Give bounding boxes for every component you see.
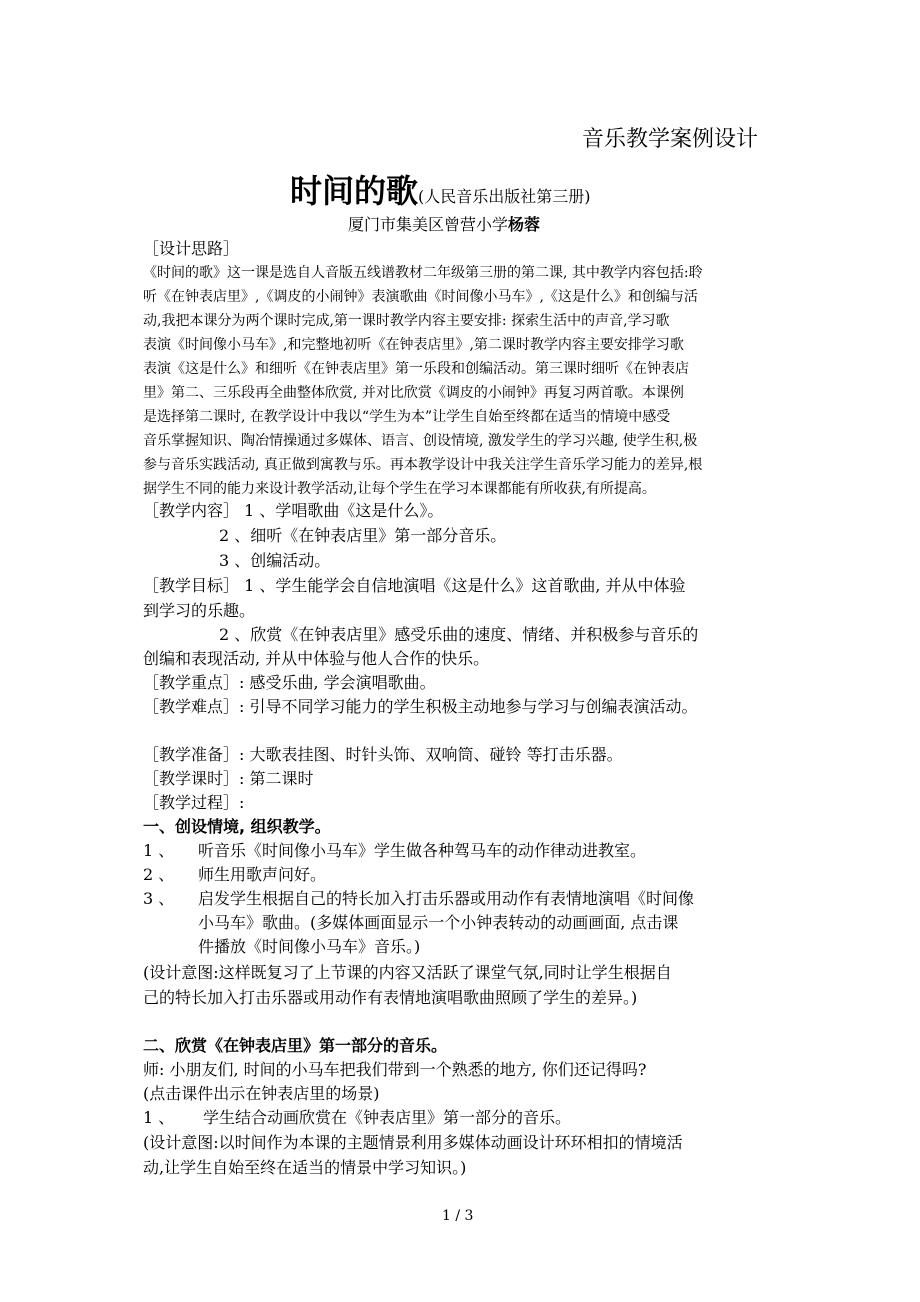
section-1-step-2-text: 师生用歌声问好。	[198, 865, 327, 884]
section-1-step-1-num: 1 、	[143, 841, 175, 860]
design-line: 是选择第二课时, 在教学设计中我以“学生为本”让学生自始至终都在适当的情境中感受	[143, 409, 671, 425]
goal-2-line-2: 创编和表现活动, 并从中体验与他人合作的快乐。	[143, 649, 490, 668]
author-line	[348, 212, 540, 235]
goals-label: ［教学目标］	[143, 576, 240, 595]
process-row	[143, 790, 244, 813]
hours-row	[143, 766, 314, 789]
design-line: 音乐掌握知识、陶冶情操通过多媒体、语言、创设情境, 激发学生的学习兴趣, 使学生积,极	[143, 433, 698, 449]
design-line: 动,我把本课分为两个课时完成,第一课时教学内容主要安排: 探索生活中的声音,学习歌	[143, 313, 670, 329]
content-item-1: 1 、学唱歌曲《这是什么》。	[244, 501, 444, 520]
section-2-step-1-num: 1 、	[143, 1108, 175, 1127]
section-1-step-3-num: 3 、	[143, 889, 175, 908]
design-label: ［设计思路］	[143, 239, 240, 258]
prep-row	[143, 742, 623, 765]
content-item-3: 3 、创编活动。	[219, 551, 331, 570]
design-line: 《时间的歌》这一课是选自人音版五线谱教材二年级第三册的第二课, 其中教学内容包括:聆	[143, 265, 703, 281]
content-item-2: 2 、细听《在钟表店里》第一部分音乐。	[219, 526, 507, 545]
design-line: 里》第二、三乐段再全曲整体欣赏, 并对比欣赏《调皮的小闹钟》再复习两首歌。本课例	[143, 385, 684, 401]
key-point-label: ［教学重点］	[143, 673, 240, 692]
design-line: 据学生不同的能力来设计教学活动,让每个学生在学习本课都能有所收获,有所提高。	[143, 481, 656, 497]
author-name: 杨蓉	[508, 215, 541, 234]
design-line: 表演《时间像小马车》,和完整地初听《在钟表店里》,第二课时教学内容主要安排学习歌	[143, 337, 684, 353]
header-title: 音乐教学案例设计	[582, 127, 759, 152]
section-1-step-1-text: 听音乐《时间像小马车》学生做各种驾马车的动作律动进教室。	[198, 841, 647, 860]
difficulty-text: : 引导不同学习能力的学生积极主动地参与学习与创编表演活动。	[239, 697, 698, 716]
section-1-step-3-line-3: 件播放《时间像小马车》音乐。)	[198, 937, 421, 956]
section-2-teacher-line: 师: 小朋友们, 时间的小马车把我们带到一个熟悉的地方, 你们还记得吗?	[143, 1060, 647, 1079]
design-line: 表演《这是什么》和细听《在钟表店里》第一乐段和创编活动。第三课时细听《在钟表店	[143, 361, 689, 377]
difficulty-row	[143, 694, 698, 717]
content-label: ［教学内容］	[143, 501, 240, 520]
key-point-text: : 感受乐曲, 学会演唱歌曲。	[239, 673, 436, 692]
page-number: 1 / 3	[442, 1208, 474, 1224]
section-1-step-3-line-1: 启发学生根据自己的特长加入打击乐器或用动作有表情地演唱《时间像	[198, 889, 695, 908]
section-1-step-2-num: 2 、	[143, 865, 175, 884]
section-2-click-line: (点击课件出示在钟表店里的场景)	[143, 1084, 380, 1103]
hours-text: : 第二课时	[239, 769, 314, 788]
process-colon: :	[239, 793, 245, 812]
process-label: ［教学过程］	[143, 793, 240, 812]
goals-row-1	[143, 573, 686, 596]
title-block	[290, 166, 591, 212]
content-row-1	[143, 498, 443, 521]
hours-label: ［教学课时］	[143, 769, 240, 788]
author-school: 厦门市集美区曾营小学	[348, 215, 509, 234]
main-title: 时间的歌	[290, 172, 419, 210]
goal-1-line-2: 到学习的乐趣。	[143, 601, 256, 620]
section-1-step-3-line-2: 小马车》歌曲。(多媒体画面显示一个小钟表转动的动画画面, 点击课	[198, 913, 679, 932]
goal-1-line-1: 1 、学生能学会自信地演唱《这是什么》这首歌曲, 并从中体验	[244, 576, 686, 595]
section-2-step-1-text: 学生结合动画欣赏在《钟表店里》第一部分的音乐。	[203, 1108, 572, 1127]
goal-2-line-1: 2 、欣赏《在钟表店里》感受乐曲的速度、情绪、并积极参与音乐的	[219, 625, 699, 644]
section-2-intent-line-1: (设计意图:以时间作为本课的主题情景利用多媒体动画设计环环相扣的情境活	[143, 1133, 683, 1152]
difficulty-label: ［教学难点］	[143, 697, 240, 716]
prep-text: : 大歌表挂图、时针头饰、双响筒、碰铃 等打击乐器。	[239, 745, 623, 764]
section-1-intent-line-2: 己的特长加入打击乐器或用动作有表情地演唱歌曲照顾了学生的差异。)	[143, 988, 638, 1007]
section-1-intent-line-1: (设计意图:这样既复习了上节课的内容又活跃了课堂气氛,同时让学生根据自	[143, 963, 672, 982]
prep-label: ［教学准备］	[143, 745, 240, 764]
section-2-heading: 二、欣赏《在钟表店里》第一部分的音乐。	[143, 1036, 448, 1055]
subtitle: (人民音乐出版社第三册)	[418, 187, 591, 206]
design-line: 参与音乐实践活动, 真正做到寓教与乐。再本教学设计中我关注学生音乐学习能力的差异,根	[143, 457, 703, 473]
key-point-row	[143, 670, 436, 693]
section-2-intent-line-2: 动,让学生自始至终在适当的情景中学习知识。)	[143, 1158, 467, 1177]
section-1-heading: 一、创设情境, 组织教学。	[143, 817, 331, 836]
design-line: 听《在钟表店里》,《调皮的小闹钟》表演歌曲《时间像小马车》,《这是什么》和创编与活	[143, 289, 698, 305]
